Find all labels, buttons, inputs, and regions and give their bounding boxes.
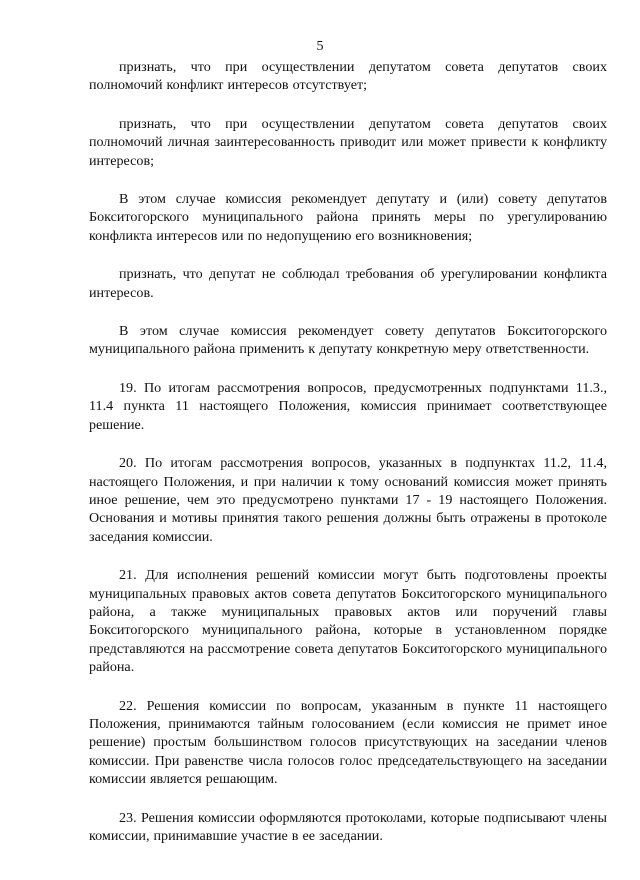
page-number: 5 — [316, 39, 324, 54]
document-body — [89, 58, 607, 865]
paragraph-requirements-not-met: признать, что депутат не соблюдал требования об урегулировании конфликта интересов. — [89, 266, 607, 301]
paragraph-item-23: 23. Решения комиссии оформляются протоколами, которые подписывают члены комиссии, принимавшие участие в ее заседании. — [89, 809, 607, 844]
paragraph-item-19: 19. По итогам рассмотрения вопросов, предусмотренных подпунктами 11.3., 11.4 пункта 11 настоящего Положения, комиссия принимает соответствующее решение. — [89, 379, 607, 433]
paragraph-commission-recommends-measures: В этом случае комиссия рекомендует депутату и (или) совету депутатов Бокситогорского муниципального района принять меры по урегулированию конфликта интересов или по недопущению его возникновения; — [89, 191, 607, 244]
paragraph-personal-interest: признать, что при осуществлении депутатом совета депутатов своих полномочий личная заинтересованность приводит или может привести к конфликту интересов; — [89, 115, 607, 169]
paragraph-no-conflict: признать, что при осуществлении депутатом совета депутатов своих полномочий конфликт интересов отсутствует; — [89, 59, 607, 94]
paragraph-commission-recommends-responsibility: В этом случае комиссия рекомендует совету депутатов Бокситогорского муниципального района применить к депутату конкретную меру ответственности. — [89, 323, 607, 358]
paragraph-item-20: 20. По итогам рассмотрения вопросов, указанных в подпунктах 11.2, 11.4, настоящего Положения, и при наличии к тому оснований комиссия может принять иное решение, чем это предусмотрено пунктами 17 - 19 настоящего Положения. Основания и мотивы принятия такого решения должны быть отражены в протоколе заседания комиссии. — [89, 455, 607, 545]
paragraph-item-22: 22. Решения комиссии по вопросам, указанным в пункте 11 настоящего Положения, принимаются тайным голосованием (если комиссия не примет иное решение) простым большинством голосов присутствующих на заседании членов комиссии. При равенстве числа голосов голос председательствующего на заседании комиссии является решающим. — [89, 697, 607, 788]
paragraph-item-21: 21. Для исполнения решений комиссии могут быть подготовлены проекты муниципальных правовых актов совета депутатов Бокситогорского муниципального района, а также муниципальных правовых актов или поручений главы Бокситогорского муниципального района, которые в установленном порядке представляются на рассмотрение совета депутатов Бокситогорского муниципального района. — [89, 567, 607, 676]
